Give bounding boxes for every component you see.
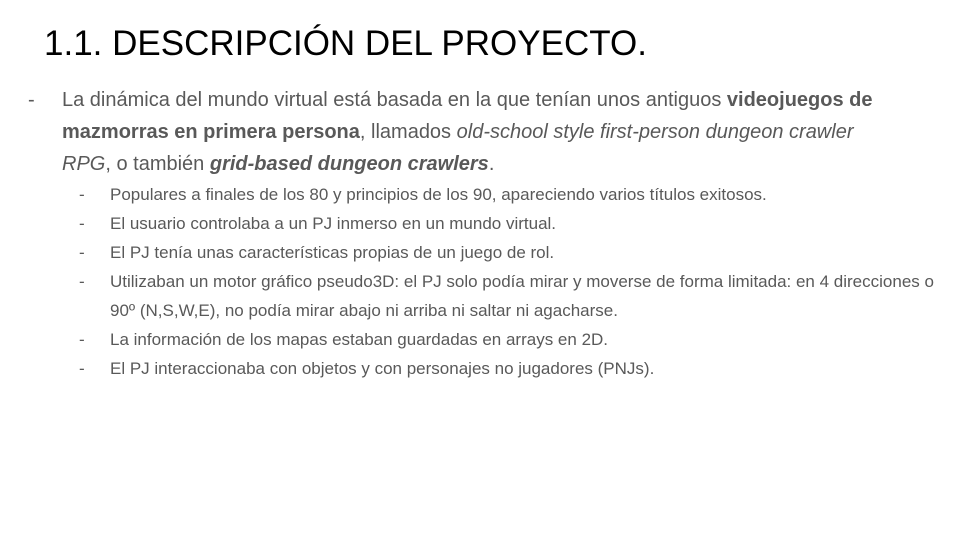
main-bullet-text: .	[488, 153, 495, 175]
main-bullet-bold-italic-text: grid-based dungeon crawlers	[209, 153, 489, 175]
bullet-marker: -	[79, 185, 85, 204]
sub-bullet	[0, 180, 940, 209]
sub-bullet	[0, 267, 940, 325]
bullet-marker: -	[79, 272, 85, 291]
sub-bullet	[0, 209, 940, 238]
main-bullet	[0, 84, 902, 180]
sub-bullet-text: El PJ interaccionaba con objetos y con personajes no jugadores (PNJs).	[110, 359, 655, 378]
sub-bullet	[0, 354, 940, 383]
main-bullet-text: , o también	[105, 153, 210, 175]
main-bullet-italic-text: old-school style first-person dungeon crawler RPG	[62, 121, 854, 175]
slide-body	[0, 84, 960, 383]
sub-bullet-text: El usuario controlaba a un PJ inmerso en un mundo virtual.	[110, 214, 557, 233]
sub-bullet	[0, 325, 940, 354]
sub-bullet-text: Utilizaban un motor gráfico pseudo3D: el PJ solo podía mirar y moverse de forma limitada: en 4 direcciones o 90º (N,S,W,E), no podía mirar abajo ni arriba ni saltar ni agacharse.	[110, 272, 934, 320]
sub-bullet-text: La información de los mapas estaban guardadas en arrays en 2D.	[110, 330, 609, 349]
bullet-marker: -	[28, 89, 35, 111]
slide-title: 1.1. DESCRIPCIÓN DEL PROYECTO.	[44, 24, 647, 63]
main-bullet-bold-text: videojuegos de mazmorras en primera persona	[62, 89, 873, 143]
main-bullet-text: , llamados	[359, 121, 457, 143]
sub-bullet-text: Populares a finales de los 80 y principios de los 90, apareciendo varios títulos exitosos.	[110, 185, 767, 204]
main-bullet-text: La dinámica del mundo virtual está basada en la que tenían unos antiguos	[62, 89, 727, 111]
sub-bullet	[0, 238, 940, 267]
bullet-marker: -	[79, 330, 85, 349]
bullet-marker: -	[79, 359, 85, 378]
bullet-marker: -	[79, 214, 85, 233]
bullet-marker: -	[79, 243, 85, 262]
sub-bullet-text: El PJ tenía unas características propias de un juego de rol.	[110, 243, 555, 262]
